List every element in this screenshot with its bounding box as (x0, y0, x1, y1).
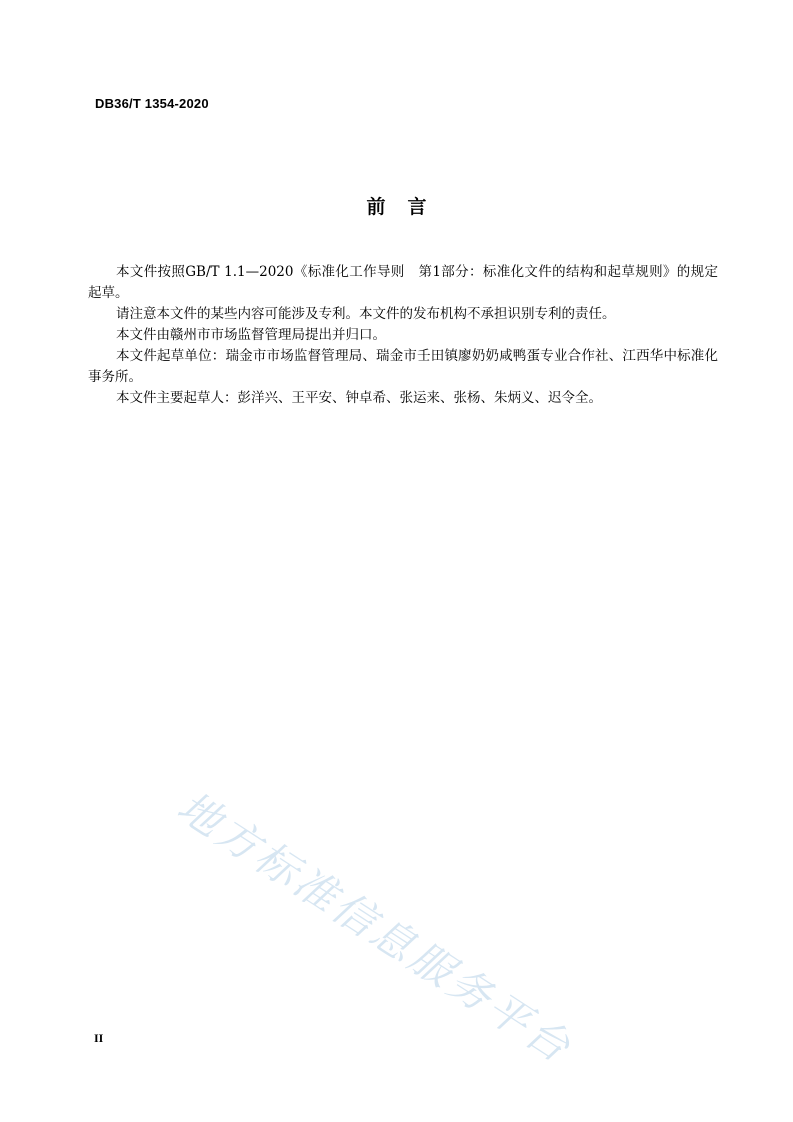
watermark: 地方标准信息服务平台 (168, 781, 582, 1074)
page-number: II (94, 1031, 104, 1045)
document-code: DB36/T 1354-2020 (95, 96, 209, 111)
page-title: 前言 (366, 196, 449, 218)
paragraph-patent-notice: 请注意本文件的某些内容可能涉及专利。本文件的发布机构不承担识别专利的责任。 (116, 306, 616, 322)
paragraph-drafting-rules: 本文件按照GB/T 1.1—2020《标准化工作导则 第1部分：标准化文件的结构和起草规则》的规定起草。 (88, 264, 718, 301)
foreword-body (88, 262, 718, 409)
paragraph-proposer: 本文件由赣州市市场监督管理局提出并归口。 (116, 327, 386, 343)
paragraph-drafting-units: 本文件起草单位：瑞金市市场监督管理局、瑞金市壬田镇廖奶奶咸鸭蛋专业合作社、江西华中标准化事务所。 (88, 348, 718, 385)
paragraph-drafters: 本文件主要起草人：彭洋兴、王平安、钟卓希、张运来、张杨、朱炳义、迟令全。 (116, 390, 602, 406)
